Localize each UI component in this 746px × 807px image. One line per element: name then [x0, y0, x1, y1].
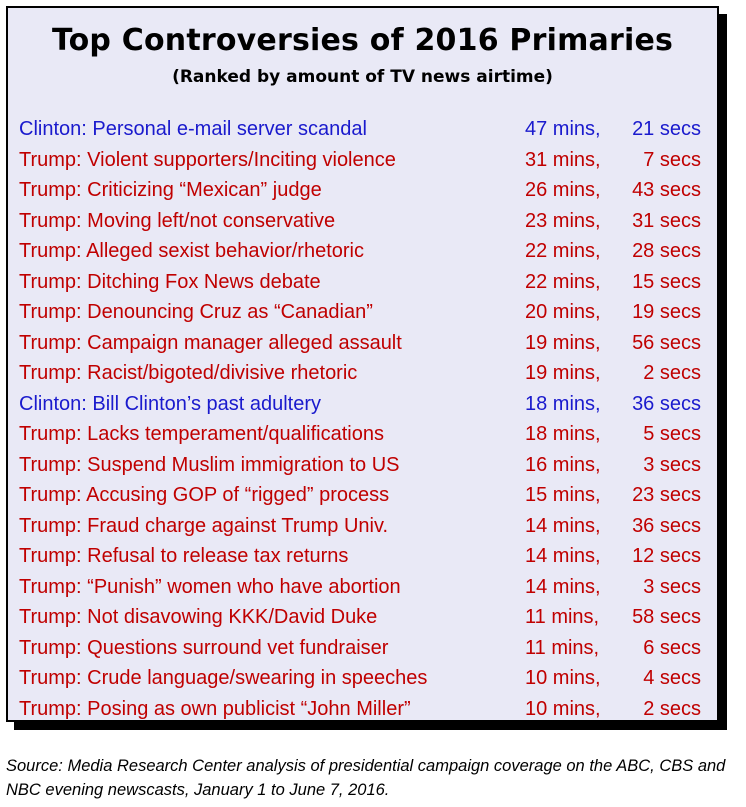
- controversy-text: Ditching Fox News debate: [87, 270, 321, 293]
- airtime-minutes: 18 mins,: [525, 392, 601, 415]
- row-label: Clinton: Bill Clinton’s past adultery: [19, 392, 322, 415]
- row-label: Trump: Moving left/not conservative: [19, 209, 336, 232]
- airtime-minutes: 11 mins,: [525, 606, 600, 628]
- table-row: [19, 114, 709, 145]
- controversy-text: Accusing GOP of “rigged” process: [86, 484, 390, 506]
- candidate-name: Trump: [19, 575, 77, 598]
- candidate-name: Trump: [19, 453, 77, 476]
- candidate-name: Trump: [19, 667, 77, 689]
- controversy-text: “Punish” women who have abortion: [87, 575, 401, 598]
- candidate-name: Trump: [19, 606, 77, 628]
- airtime-seconds: 2 secs: [643, 362, 701, 384]
- table-row: [19, 450, 709, 481]
- candidate-name: Trump: [19, 545, 77, 567]
- airtime-minutes: 10 mins,: [525, 697, 601, 720]
- row-label: Trump: Lacks temperament/qualifications: [19, 423, 384, 445]
- controversy-text: Personal e-mail server scandal: [92, 118, 367, 140]
- airtime-seconds: 21 secs: [632, 118, 701, 140]
- airtime-seconds: 2 secs: [643, 697, 701, 720]
- controversy-text: Fraud charge against Trump Univ.: [87, 514, 389, 537]
- candidate-name: Trump: [19, 484, 77, 506]
- candidate-name: Trump: [19, 514, 77, 537]
- row-label: Trump: Suspend Muslim immigration to US: [19, 453, 400, 476]
- controversy-text: Bill Clinton’s past adultery: [92, 392, 322, 415]
- table-row: [19, 236, 709, 267]
- row-label: Trump: Racist/bigoted/divisive rhetoric: [19, 362, 358, 384]
- controversy-text: Not disavowing KKK/David Duke: [87, 606, 378, 628]
- controversy-text: Suspend Muslim immigration to US: [87, 453, 400, 476]
- airtime-minutes: 19 mins,: [525, 331, 601, 354]
- candidate-name: Trump: [19, 270, 77, 293]
- controversy-text: Refusal to release tax returns: [87, 545, 349, 567]
- airtime-minutes: 15 mins,: [525, 484, 601, 506]
- table-row: [19, 267, 709, 298]
- candidate-name: Trump: [19, 209, 77, 232]
- row-label: Trump: Questions surround vet fundraiser: [19, 636, 389, 659]
- airtime-seconds: 3 secs: [643, 575, 701, 598]
- controversy-text: Posing as own publicist “John Miller”: [87, 697, 411, 720]
- airtime-seconds: 28 secs: [632, 240, 701, 262]
- controversy-text: Lacks temperament/qualifications: [87, 423, 384, 445]
- table-row: [19, 419, 709, 450]
- table-row: [19, 511, 709, 542]
- airtime-minutes: 22 mins,: [525, 270, 601, 293]
- table-row: [19, 480, 709, 511]
- row-label: Trump: “Punish” women who have abortion: [19, 575, 401, 598]
- airtime-seconds: 23 secs: [632, 484, 701, 506]
- airtime-seconds: 12 secs: [632, 545, 701, 567]
- candidate-name: Clinton: [19, 118, 82, 140]
- airtime-minutes: 26 mins,: [525, 179, 601, 201]
- row-label: Trump: Denouncing Cruz as “Canadian”: [19, 301, 373, 323]
- source-note: Source: Media Research Center analysis of presidential campaign coverage on the ABC, CBS and NBC evening newscasts, January 1 to June 7, 2016.: [6, 757, 726, 799]
- candidate-name: Trump: [19, 240, 77, 262]
- airtime-minutes: 10 mins,: [525, 667, 601, 689]
- chart-subtitle: (Ranked by amount of TV news airtime): [172, 67, 553, 87]
- airtime-minutes: 11 mins,: [525, 636, 600, 659]
- candidate-name: Trump: [19, 148, 77, 171]
- candidate-name: Trump: [19, 362, 77, 384]
- row-label: Trump: Accusing GOP of “rigged” process: [19, 484, 390, 506]
- airtime-minutes: 23 mins,: [525, 209, 601, 232]
- row-label: Trump: Criticizing “Mexican” judge: [19, 179, 322, 201]
- row-label: Trump: Crude language/swearing in speeches: [19, 667, 428, 689]
- row-label: Trump: Ditching Fox News debate: [19, 270, 321, 293]
- candidate-name: Trump: [19, 301, 77, 323]
- airtime-seconds: 43 secs: [632, 179, 701, 201]
- row-label: Trump: Alleged sexist behavior/rhetoric: [19, 240, 364, 262]
- controversy-text: Crude language/swearing in speeches: [87, 667, 428, 689]
- table-row: [19, 541, 709, 572]
- controversy-text: Denouncing Cruz as “Canadian”: [87, 301, 373, 323]
- airtime-seconds: 19 secs: [632, 301, 701, 323]
- table-row: [19, 145, 709, 176]
- airtime-minutes: 14 mins,: [525, 514, 601, 537]
- controversy-text: Questions surround vet fundraiser: [87, 636, 389, 659]
- airtime-seconds: 36 secs: [632, 392, 701, 415]
- table-row: [19, 663, 709, 694]
- table-row: [19, 572, 709, 603]
- row-label: Trump: Campaign manager alleged assault: [19, 331, 402, 354]
- airtime-seconds: 58 secs: [632, 606, 701, 628]
- row-label: Trump: Not disavowing KKK/David Duke: [19, 606, 378, 628]
- airtime-seconds: 15 secs: [632, 270, 701, 293]
- airtime-minutes: 20 mins,: [525, 301, 601, 323]
- candidate-name: Trump: [19, 179, 77, 201]
- controversy-text: Racist/bigoted/divisive rhetoric: [87, 362, 358, 384]
- table-row: [19, 175, 709, 206]
- chart-title: Top Controversies of 2016 Primaries: [51, 23, 674, 58]
- airtime-minutes: 14 mins,: [525, 545, 601, 567]
- candidate-name: Clinton: [19, 392, 82, 415]
- airtime-minutes: 18 mins,: [525, 423, 601, 445]
- airtime-seconds: 36 secs: [632, 514, 701, 537]
- airtime-seconds: 6 secs: [643, 636, 701, 659]
- airtime-seconds: 5 secs: [643, 423, 701, 445]
- table-row: [19, 389, 709, 420]
- airtime-seconds: 7 secs: [643, 148, 701, 171]
- table-row: [19, 633, 709, 664]
- airtime-minutes: 47 mins,: [525, 118, 601, 140]
- airtime-seconds: 3 secs: [643, 453, 701, 476]
- controversy-text: Alleged sexist behavior/rhetoric: [86, 240, 364, 262]
- controversy-text: Violent supporters/Inciting violence: [87, 148, 396, 171]
- airtime-minutes: 19 mins,: [525, 362, 601, 384]
- table-row: [19, 358, 709, 389]
- table-row: [19, 328, 709, 359]
- airtime-minutes: 16 mins,: [525, 453, 601, 476]
- controversy-text: Criticizing “Mexican” judge: [87, 179, 322, 201]
- airtime-seconds: 4 secs: [643, 667, 701, 689]
- airtime-seconds: 56 secs: [632, 331, 701, 354]
- table-row: [19, 297, 709, 328]
- candidate-name: Trump: [19, 331, 77, 354]
- table-row: [19, 694, 709, 725]
- table-row: [19, 602, 709, 633]
- candidate-name: Trump: [19, 423, 77, 445]
- chart-panel: [6, 6, 719, 722]
- row-label: Trump: Violent supporters/Inciting violence: [19, 148, 396, 171]
- airtime-minutes: 31 mins,: [525, 148, 601, 171]
- airtime-seconds: 31 secs: [632, 209, 701, 232]
- table-row: [19, 206, 709, 237]
- row-label: Trump: Fraud charge against Trump Univ.: [19, 514, 389, 537]
- airtime-minutes: 14 mins,: [525, 575, 601, 598]
- row-label: Clinton: Personal e-mail server scandal: [19, 118, 367, 140]
- row-label: Trump: Posing as own publicist “John Miller”: [19, 697, 411, 720]
- controversy-list: [19, 114, 709, 724]
- candidate-name: Trump: [19, 636, 77, 659]
- candidate-name: Trump: [19, 697, 77, 720]
- controversy-text: Moving left/not conservative: [87, 209, 336, 232]
- row-label: Trump: Refusal to release tax returns: [19, 545, 349, 567]
- controversy-text: Campaign manager alleged assault: [87, 331, 402, 354]
- airtime-minutes: 22 mins,: [525, 240, 601, 262]
